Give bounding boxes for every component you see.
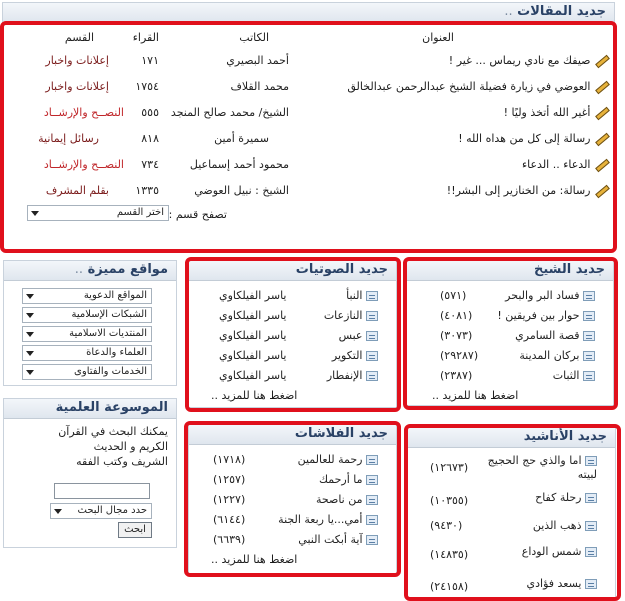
sites-select-value: المنتديات الاسلامية (69, 328, 147, 339)
flash-panel (188, 424, 397, 574)
article-link[interactable]: رسالة إلى كل من هداه الله ! (458, 132, 591, 145)
anasheed-item-title[interactable]: رحلة كفاح (535, 491, 582, 504)
flash-more-link[interactable]: اضغط هنا للمزيد .. (211, 553, 298, 566)
audio-item-title[interactable]: الإنفطار (326, 369, 363, 382)
chevron-down-icon (26, 313, 34, 318)
audio-item-title[interactable]: عبس (338, 329, 363, 342)
anasheed-item-title[interactable]: شمس الوداع (521, 545, 582, 558)
flash-item-title[interactable]: آية أبكت النبي (298, 533, 363, 546)
audio-item-title[interactable]: النبأ (346, 289, 363, 302)
article-author: محمود أحمد إسماعيل (189, 158, 289, 171)
article-readers: ١٣٣٥ (135, 184, 159, 197)
col-title-header: العنوان (422, 31, 454, 44)
audio-item[interactable] (327, 369, 378, 382)
sheikh-item[interactable] (515, 329, 595, 342)
sheikh-item[interactable] (553, 369, 595, 382)
flash-item[interactable] (298, 453, 378, 466)
article-readers: ١٧١ (141, 54, 159, 67)
sheikh-item-count: (٤٠٨١) (440, 309, 473, 322)
list-icon (583, 351, 595, 361)
chevron-down-icon (31, 211, 39, 216)
flash-item-count: (١٧١٨) (213, 453, 246, 466)
article-link[interactable]: رسالة: من الخنازير إلى البشر!! (446, 184, 591, 197)
audio-item-title[interactable]: النازعات (323, 309, 363, 322)
flash-item[interactable] (316, 493, 378, 506)
audio-panel (188, 260, 397, 408)
col-section-header: القسم (64, 31, 94, 44)
sites-select-value: الخدمات والفتاوى (74, 366, 147, 377)
col-readers-header: القراء (132, 31, 159, 44)
articles-title: جديد المقالات (517, 4, 606, 19)
list-icon (366, 515, 378, 525)
list-icon (366, 291, 378, 301)
sites-title-dots: .. (74, 262, 84, 277)
sheikh-item-count: (٥٧١) (440, 289, 467, 302)
sheikh-header (407, 261, 613, 281)
chevron-down-icon (26, 332, 34, 337)
audio-item-author: ياسر الفيلكاوي (219, 349, 287, 362)
anasheed-header (408, 428, 615, 448)
encyclopedia-header (4, 399, 176, 419)
list-icon (585, 547, 597, 557)
anasheed-item[interactable] (527, 577, 597, 590)
flash-item[interactable] (278, 513, 378, 526)
encyclopedia-title: الموسوعة العلمية (55, 400, 168, 415)
search-scope-value: حدد مجال البحث (77, 505, 147, 516)
sites-select[interactable] (22, 345, 152, 361)
anasheed-item[interactable] (533, 519, 597, 532)
flash-item-count: (١٢٢٧) (213, 493, 246, 506)
anasheed-item-count: (١٢٦٧٣) (430, 461, 469, 474)
article-section[interactable]: إعلانات واخبار (45, 80, 109, 93)
chevron-down-icon (26, 351, 34, 356)
flash-header (189, 425, 396, 445)
article-section[interactable]: بقلم المشرف (45, 184, 109, 197)
article-link[interactable]: أغير الله أتخذ وليًا ! (503, 106, 591, 119)
article-readers: ٥٥٥ (141, 106, 159, 119)
sites-select[interactable] (22, 326, 152, 342)
sheikh-item[interactable] (505, 289, 595, 302)
pencil-icon (594, 81, 608, 93)
sheikh-more-link[interactable]: اضغط هنا للمزيد .. (432, 389, 519, 402)
article-author: محمد القلاف (230, 80, 289, 93)
list-icon (585, 456, 597, 466)
sheikh-item[interactable] (519, 349, 595, 362)
audio-header (189, 261, 396, 281)
anasheed-item-title[interactable]: ذهب الذين (532, 519, 582, 532)
list-icon (585, 579, 597, 589)
sheikh-item-title[interactable]: فساد البر والبحر (505, 289, 580, 302)
anasheed-item-count: (١٤٨٣٥) (430, 548, 469, 561)
list-icon (366, 455, 378, 465)
article-section[interactable]: النصــح والإرشــاد (43, 106, 124, 119)
list-icon (366, 535, 378, 545)
flash-item[interactable] (298, 533, 378, 546)
list-icon (583, 291, 595, 301)
article-link[interactable]: الدعاء .. الدعاء (521, 158, 591, 171)
audio-item-author: ياسر الفيلكاوي (219, 309, 287, 322)
article-readers: ١٧٥٤ (135, 80, 159, 93)
anasheed-item[interactable] (522, 545, 597, 558)
anasheed-item-title[interactable]: يسعد فؤادي (526, 577, 582, 590)
list-icon (366, 311, 378, 321)
audio-title: جديد الصوتيات (295, 262, 388, 277)
sites-header (4, 261, 176, 281)
list-icon (583, 331, 595, 341)
audio-item[interactable] (324, 309, 378, 322)
article-link[interactable]: العوضي في زيارة فضيلة الشيخ عبدالرحمن عبدالخالق (347, 80, 591, 93)
section-select[interactable] (27, 205, 169, 221)
article-author: الشيخ/ محمد صالح المنجد (170, 106, 289, 119)
article-link[interactable]: صيفك مع نادي ريماس ... غير ! (448, 54, 591, 67)
flash-item-count: (١٢٥٧) (213, 473, 246, 486)
flash-item-title[interactable]: رحمة للعالمين (297, 453, 363, 466)
articles-panel (2, 2, 615, 250)
flash-item-title[interactable]: من ناصحة (315, 493, 363, 506)
audio-item-author: ياسر الفيلكاوي (219, 289, 287, 302)
sheikh-item-title[interactable]: قصة السامري (515, 329, 580, 342)
list-icon (585, 521, 597, 531)
list-icon (583, 371, 595, 381)
flash-title: جديد الفلاشات (294, 426, 388, 441)
audio-item-author: ياسر الفيلكاوي (219, 369, 287, 382)
article-section[interactable]: رسائل إيمانية (38, 132, 99, 145)
audio-item-title[interactable]: التكوير (331, 349, 363, 362)
list-icon (585, 493, 597, 503)
list-icon (583, 311, 595, 321)
flash-item-title[interactable]: ما أرحمك (318, 473, 363, 486)
anasheed-item-title[interactable]: اما والذي حج الحجيج لبيته (487, 454, 597, 481)
encyclopedia-desc: يمكنك البحث في القرآن الكريم و الحديث الشريف وكتب الفقه (58, 425, 168, 468)
sites-select[interactable] (22, 307, 152, 323)
sites-title: مواقع مميزة (87, 262, 168, 277)
list-icon (366, 371, 378, 381)
encyclopedia-panel (3, 398, 177, 548)
articles-title-dots: .. (504, 4, 513, 19)
search-button[interactable]: ابحث (118, 522, 152, 538)
anasheed-title: جديد الأناشيد (523, 429, 607, 444)
article-section[interactable]: النصــح والإرشــاد (43, 158, 124, 171)
sheikh-item-title[interactable]: الثبات (552, 369, 580, 382)
article-author: الشيخ : نبيل العوضي (194, 184, 289, 197)
anasheed-item-count: (٩٤٣٠) (430, 519, 463, 532)
anasheed-item-count: (٢٤١٥٨) (430, 580, 469, 593)
chevron-down-icon (26, 294, 34, 299)
search-scope-select[interactable] (50, 503, 152, 519)
chevron-down-icon (54, 509, 62, 514)
article-section[interactable]: إعلانات واخبار (45, 54, 109, 67)
sheikh-panel (406, 260, 614, 406)
section-select-value: اختر القسم (116, 207, 164, 218)
sites-select-value: المواقع الدعوية (83, 290, 147, 301)
pencil-icon (594, 107, 608, 119)
pencil-icon (594, 159, 608, 171)
flash-item[interactable] (319, 473, 378, 486)
anasheed-item[interactable] (535, 491, 597, 504)
sheikh-item-title[interactable]: بركان المدينة (519, 349, 580, 362)
sheikh-item[interactable] (497, 309, 595, 322)
audio-item[interactable] (346, 289, 378, 302)
sheikh-item-count: (٢٣٨٧) (440, 369, 473, 382)
audio-more-link[interactable]: اضغط هنا للمزيد .. (211, 389, 298, 402)
sites-select[interactable] (22, 364, 152, 380)
col-author-header: الكاتب (239, 31, 269, 44)
audio-item-author: ياسر الفيلكاوي (219, 329, 287, 342)
audio-item[interactable] (339, 329, 378, 342)
anasheed-item[interactable] (479, 454, 597, 482)
sites-select-value: الشبكات الإسلامية (71, 309, 147, 320)
audio-item[interactable] (332, 349, 378, 362)
article-readers: ٧٣٤ (141, 158, 159, 171)
browse-label: تصفح قسم : (168, 208, 227, 221)
sheikh-item-count: (٣٠٧٣) (440, 329, 473, 342)
search-input[interactable] (54, 483, 150, 499)
sites-panel (3, 260, 177, 386)
article-author: سميرة أمين (214, 132, 269, 145)
sheikh-item-count: (٢٩٢٨٧) (440, 349, 479, 362)
flash-item-title[interactable]: أمي...يا ربعة الجنة (278, 513, 363, 526)
sheikh-item-title[interactable]: حوار بين فريقين ! (497, 309, 580, 322)
pencil-icon (594, 55, 608, 67)
list-icon (366, 495, 378, 505)
list-icon (366, 331, 378, 341)
list-icon (366, 475, 378, 485)
anasheed-item-count: (١٠٣٥٥) (430, 494, 469, 507)
flash-item-count: (٦٦٣٩) (213, 533, 246, 546)
sites-select[interactable] (22, 288, 152, 304)
articles-header (3, 3, 614, 23)
chevron-down-icon (26, 370, 34, 375)
list-icon (366, 351, 378, 361)
anasheed-panel (407, 427, 616, 599)
sheikh-title: جديد الشيخ (533, 262, 605, 277)
article-readers: ٨١٨ (141, 132, 159, 145)
sites-select-value: العلماء والدعاة (86, 347, 147, 358)
pencil-icon (594, 133, 608, 145)
flash-item-count: (٦١٤٤) (213, 513, 246, 526)
article-author: أحمد البصيري (226, 54, 289, 67)
pencil-icon (594, 185, 608, 197)
